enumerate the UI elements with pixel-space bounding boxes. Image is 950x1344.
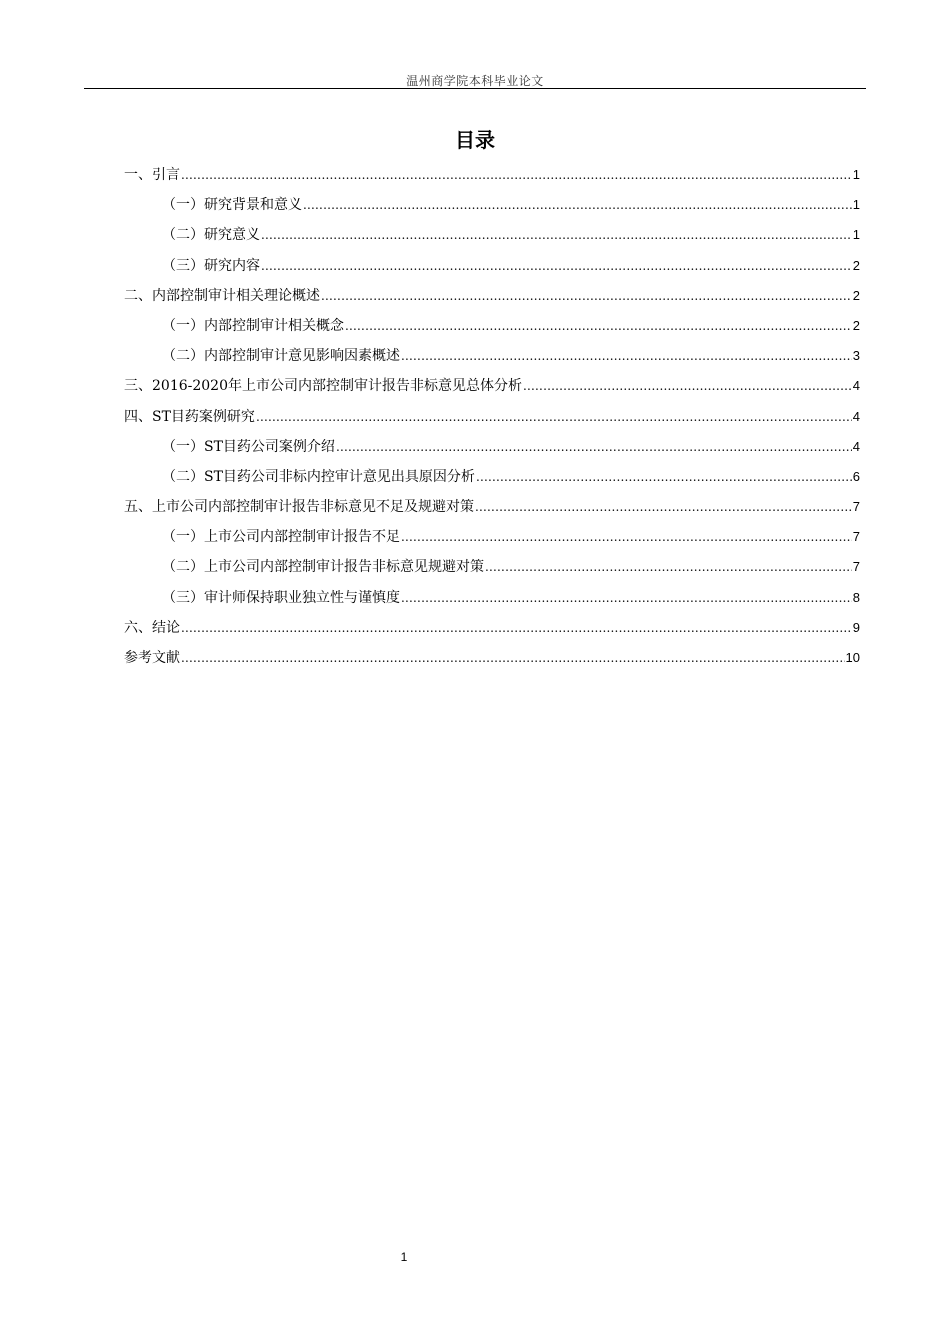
toc-page-number: 3 — [852, 348, 860, 364]
toc-page-number: 1 — [852, 197, 860, 213]
toc-entry[interactable] — [124, 194, 860, 224]
toc-entry-text: （二）上市公司内部控制审计报告非标意见规避对策 — [162, 559, 484, 576]
dot-leader — [475, 496, 852, 518]
toc-entry[interactable] — [124, 617, 860, 647]
dot-leader — [401, 587, 852, 609]
toc-entry-text: 一、引言 — [124, 167, 180, 183]
toc-entry[interactable] — [124, 375, 860, 405]
dot-leader — [476, 466, 852, 488]
toc-entry-text: （二）内部控制审计意见影响因素概述 — [162, 348, 400, 365]
dot-leader — [181, 164, 852, 186]
table-of-contents — [124, 164, 860, 677]
dot-leader — [401, 526, 852, 548]
toc-page-number: 6 — [852, 468, 860, 484]
toc-page-number: 7 — [852, 559, 860, 575]
dot-leader — [181, 647, 845, 669]
dot-leader — [523, 375, 852, 397]
toc-page-number: 4 — [852, 408, 860, 424]
page-number-footer: 1 — [400, 1250, 408, 1264]
toc-entry-text: （三）审计师保持职业独立性与谨慎度 — [162, 589, 400, 606]
header-text: 温州商学院本科毕业论文 — [406, 74, 544, 88]
toc-entry-text: 五、上市公司内部控制审计报告非标意见不足及规避对策 — [124, 499, 474, 516]
toc-entry-text: 参考文献 — [124, 650, 180, 666]
toc-page-number: 1 — [852, 227, 860, 243]
dot-leader — [303, 194, 852, 216]
toc-entry[interactable] — [124, 496, 860, 526]
toc-page-number: 7 — [852, 529, 860, 545]
toc-entry[interactable] — [124, 164, 860, 194]
dot-leader — [261, 224, 852, 246]
toc-entry[interactable] — [124, 255, 860, 285]
toc-entry-text: （三）研究内容 — [162, 257, 260, 274]
dot-leader — [256, 406, 852, 428]
dot-leader — [485, 556, 852, 578]
toc-entry-text: （二）ST目药公司非标内控审计意见出具原因分析 — [162, 468, 475, 485]
toc-entry[interactable] — [124, 285, 860, 315]
toc-page-number: 2 — [852, 287, 860, 303]
dot-leader — [401, 345, 852, 367]
dot-leader — [321, 285, 852, 307]
toc-page-number: 1 — [852, 167, 860, 182]
toc-entry[interactable] — [124, 406, 860, 436]
toc-entry[interactable] — [124, 436, 860, 466]
toc-entry[interactable] — [124, 345, 860, 375]
toc-entry-text: （一）上市公司内部控制审计报告不足 — [162, 529, 400, 546]
toc-entry-text: （一）研究背景和意义 — [162, 197, 302, 214]
toc-entry[interactable] — [124, 224, 860, 254]
toc-entry-text: 三、2016-2020年上市公司内部控制审计报告非标意见总体分析 — [124, 378, 522, 395]
dot-leader — [345, 315, 852, 337]
toc-page-number: 8 — [852, 589, 860, 605]
toc-page-number: 2 — [852, 317, 860, 333]
toc-entry-text: （一）内部控制审计相关概念 — [162, 317, 344, 334]
toc-entry[interactable] — [124, 315, 860, 345]
toc-page-number: 4 — [852, 378, 860, 394]
toc-entry-text: （二）研究意义 — [162, 227, 260, 244]
toc-page-number: 10 — [845, 650, 860, 665]
toc-entry[interactable] — [124, 647, 860, 677]
toc-entry[interactable] — [124, 556, 860, 586]
toc-entry-text: 二、内部控制审计相关理论概述 — [124, 287, 320, 304]
dot-leader — [261, 255, 852, 277]
toc-entry-text: 六、结论 — [124, 619, 180, 636]
toc-page-number: 9 — [852, 619, 860, 635]
toc-page-number: 7 — [852, 499, 860, 515]
toc-entry-text: 四、ST目药案例研究 — [124, 408, 255, 425]
toc-entry[interactable] — [124, 587, 860, 617]
page-header — [84, 70, 866, 89]
toc-entry[interactable] — [124, 526, 860, 556]
toc-entry-text: （一）ST目药公司案例介绍 — [162, 438, 335, 455]
toc-entry[interactable] — [124, 466, 860, 496]
toc-page-number: 4 — [852, 438, 860, 454]
dot-leader — [181, 617, 852, 639]
toc-page-number: 2 — [852, 257, 860, 273]
toc-title: 目录 — [455, 128, 495, 152]
dot-leader — [336, 436, 852, 458]
